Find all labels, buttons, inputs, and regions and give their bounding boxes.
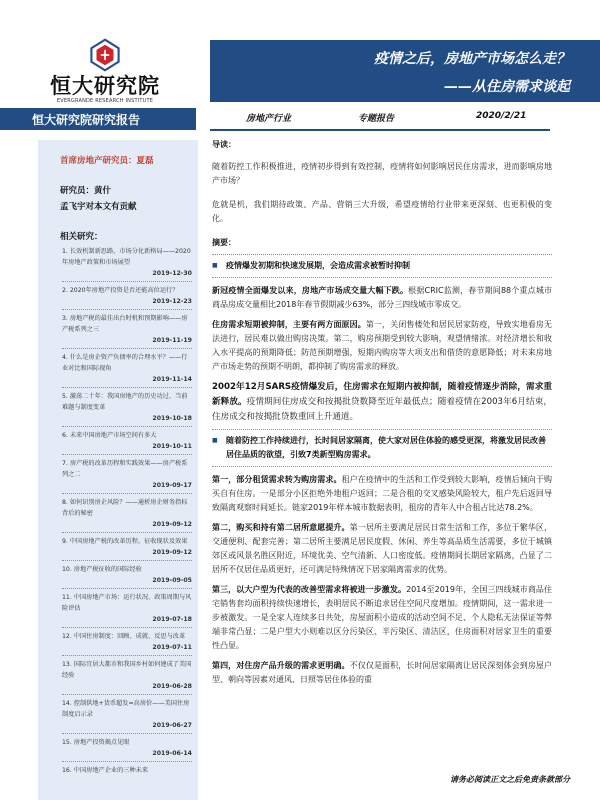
related-item xyxy=(62,765,192,776)
related-item-date: 2019-12-30 xyxy=(152,270,192,277)
report-series-band xyxy=(0,108,196,130)
title-banner xyxy=(210,40,600,102)
related-item-date: 2019-12-23 xyxy=(152,298,192,305)
logo-brand-text: 恒大研究院 xyxy=(50,73,160,98)
related-item-title: 11. 中国房地产市场：运行状况、政策周期与风险评估 xyxy=(62,594,192,612)
meta-industry: 房地产行业 xyxy=(246,114,292,124)
related-item-date: 2019-11-14 xyxy=(152,376,192,383)
related-item-divider xyxy=(62,493,192,494)
meta-date: 2020/2/21 xyxy=(476,111,527,121)
summary-bullet-1: ■ 疫情爆发初期和快速发展期，会造成需求被暂时抑制 xyxy=(212,259,552,273)
related-item-date: 2019-09-12 xyxy=(152,521,192,528)
sidebar xyxy=(38,140,198,800)
related-item-divider xyxy=(62,560,192,561)
meta-row xyxy=(210,108,600,128)
paragraph-1: 新冠疫情全面爆发以来，房地产市场成交量大幅下跌。根据CRIC监测，春节期间88个重点城市商品房成交量相比2018年春节假期减少63%，部分三四线城市零成交。 xyxy=(212,286,552,309)
related-item xyxy=(62,659,192,695)
related-item-title: 8. 如何识别房企风险？——通析房企财务指标背后的秘密 xyxy=(62,499,188,517)
guide-paragraph-2: 危就是机，我们期待政策、产品、营销三大升级，希望疫情给行业带来更深刻、也更积极的变化。 xyxy=(212,200,552,223)
related-item-divider xyxy=(62,761,192,762)
paragraph-2: 住房需求短期被抑制，主要有两方面原因。第一，关闭售楼处和居民居家防疫，导致实地看房无法进行，居民难以做出购房决策。第二，购房预期受到较大影响，观望情绪浓。对经济增长和收入水平提高的预期降低；防范预期增强，短期内购房等大项支出和借贷的意愿降低；对未来房地产市场走势的预期不明朗，都抑制了购房需求的释放。 xyxy=(212,320,553,371)
divider xyxy=(212,466,552,467)
meta-type: 专题报告 xyxy=(358,114,395,124)
related-item xyxy=(62,497,192,533)
related-item-title: 3. 房地产税的最佳出台时机和预期影响——房产税系列之三 xyxy=(62,315,188,333)
related-item-divider xyxy=(62,627,192,628)
evergrande-logo-icon xyxy=(88,38,122,72)
related-item xyxy=(62,564,192,589)
related-item-title: 6. 未来中国房地产市场空间有多大 xyxy=(62,432,157,439)
related-item xyxy=(62,536,192,561)
paragraph-6: 第三，以大户型为代表的改善型需求将被进一步激发。2014至2019年，全国三四线城市商品住宅销售套均面积持续快速增长，表明居民不断追求居住空间尺度增加。疫情期间，这一需求进一步被激发。一是全家人连续多日共处，房屋面积小造成的活动空间不足、个人隐私无法保证等弊端非常凸显；二是户型大小则难以区分污染区、半污染区、清洁区，住房面积对居家卫生的重要性凸显。 xyxy=(212,585,553,650)
header-divider xyxy=(210,129,550,131)
related-item-title: 2. 2020年房地产投资是否还能高位运行？ xyxy=(62,287,179,294)
related-item-divider xyxy=(62,532,192,533)
lead-researcher: 首席房地产研究员：夏磊 xyxy=(60,156,154,166)
related-item-divider xyxy=(62,309,192,310)
paragraph-7: 第四，对住房产品升级的需求更明确。不仅仅是面积，长时间居家隔离让居民深刻体会到房屋户型、朝向等因素对通风、日照等居住体验的重 xyxy=(212,661,553,684)
summary-bullet-2: ■ 随着防控工作持续进行，长时间居家隔离，使大家对居住体验的感受更深，将激发居民改善居住品质的欲望，引致7类新型购房需求。 xyxy=(212,434,552,462)
related-item-date: 2019-09-17 xyxy=(152,482,192,489)
related-item-divider xyxy=(62,454,192,455)
related-item-title: 12. 中国住房制度：回顾、成就、反思与改革 xyxy=(62,633,186,640)
logo xyxy=(30,20,180,115)
summary-label: 摘要： xyxy=(212,238,236,247)
related-label: 相关研究： xyxy=(60,232,103,242)
related-item xyxy=(62,246,192,282)
footer-disclaimer: 请务必阅读正文之后免责条款部分 xyxy=(450,775,570,784)
related-item xyxy=(62,352,192,388)
logo-sub-text: EVERGRANDE RESEARCH INSTITUTE xyxy=(56,98,154,104)
related-item xyxy=(62,698,192,734)
contributor: 孟飞宇对本文有贡献 xyxy=(60,202,137,212)
related-item-date: 2019-06-14 xyxy=(152,750,192,757)
related-item-date: 2019-10-18 xyxy=(152,415,192,422)
report-series-label: 恒大研究院研究报告 xyxy=(32,113,141,127)
related-item-divider xyxy=(62,733,192,734)
related-item-date: 2019-06-27 xyxy=(152,722,192,729)
related-item-divider xyxy=(62,281,192,282)
divider xyxy=(212,429,552,430)
report-title: 疫情之后，房地产市场怎么走？ xyxy=(374,51,570,67)
main-content xyxy=(212,138,552,687)
related-item-date: 2019-10-11 xyxy=(152,443,192,450)
related-item-title: 15. 房地产投资揭点见眼 xyxy=(62,739,130,746)
related-item xyxy=(62,631,192,656)
related-item-date: 2019-09-05 xyxy=(152,577,192,584)
divider xyxy=(212,277,552,278)
related-item xyxy=(62,430,192,455)
related-item-title: 1. 长效机制新思路，市场分化新格局——2020年房地产政策和市场展望 xyxy=(62,248,191,266)
related-item-title: 13. 国际宜居大都市和我国乡村如何建成了美国经验 xyxy=(62,661,192,679)
related-item-divider xyxy=(62,348,192,349)
related-item-title: 10. 房地产税征收的国际经验 xyxy=(62,566,142,573)
related-item-date: 2019-06-28 xyxy=(152,683,192,690)
related-item-title: 7. 房产税的改革历程和实践效果——房产税系列之二 xyxy=(62,460,188,478)
related-item-title: 9. 中国房地产税的改革历程、征收现状及效果 xyxy=(62,538,188,545)
related-item-title: 5. 激荡二十年：我国房地产的历史功过、当前难题与制度变革 xyxy=(62,393,188,411)
related-item-divider xyxy=(62,655,192,656)
related-item-date: 2019-07-11 xyxy=(152,644,192,651)
related-item-date: 2019-09-12 xyxy=(152,549,192,556)
related-item xyxy=(62,285,192,310)
related-item xyxy=(62,592,192,628)
related-item-divider xyxy=(62,694,192,695)
paragraph-5: 第二，购买和持有第二居所意愿提升。第一居所主要满足居民日常生活和工作，多位于繁华区，交通便利、配套完善；第二居所主要满足居民度假、休闲、养生等高品质生活需要，多位于城镇郊区或风景名胜区附近，环境优美、空气清新、人口密度低。疫情期间长期居家隔离，凸显了二居所不仅居住品质更好，还可满足特殊情况下居家隔离需求的优势。 xyxy=(212,523,553,574)
related-item xyxy=(62,737,192,762)
related-item-title: 4. 什么是房企资产负债率的合理水平？——行业对比和国际视角 xyxy=(62,354,188,372)
divider xyxy=(212,254,552,255)
related-item xyxy=(62,458,192,494)
related-item-title: 16. 中国房地产企业的三种未来 xyxy=(62,767,149,774)
paragraph-4: 第一，部分租赁需求转为购房需求。租户在疫情中的生活和工作受到较大影响，疫情后倾向于购买自有住房。一是部分小区拒绝外地租户返回；二是合租的交叉感染风险较大，租户先后返回导致隔离观察时间延长。链家2019年样本城市数据表明，租房的青年人中合租占比达78.2%。 xyxy=(212,475,552,512)
related-item-date: 2019-11-19 xyxy=(152,337,192,344)
paragraph-3: 2002年12月SARS疫情爆发后，住房需求在短期内被抑制，随着疫情逐步消除，需求重新释放。疫情期间住房成交和按揭批贷数降至近年最低点；随着疫情在2003年6月结束，住房成交和按揭批贷数重回上升通道。 xyxy=(212,382,552,422)
related-item xyxy=(62,313,192,349)
related-item-divider xyxy=(62,387,192,388)
related-item xyxy=(62,391,192,427)
related-item-divider xyxy=(62,426,192,427)
guide-label: 导读： xyxy=(212,140,236,149)
related-item-divider xyxy=(62,588,192,589)
researcher: 研究员：黄什 xyxy=(60,186,112,196)
report-subtitle: ——从住房需求谈起 xyxy=(444,79,570,95)
related-list xyxy=(62,246,192,776)
related-item-title: 14. 控制供地+货币超发=高房价——美国住房制度启示录 xyxy=(62,700,190,718)
guide-paragraph-1: 随着防控工作积极推进，疫情初步得到有效控制，疫情将如何影响居民住房需求，进而影响房地产市场？ xyxy=(212,162,552,185)
related-item-date: 2019-07-18 xyxy=(152,616,192,623)
